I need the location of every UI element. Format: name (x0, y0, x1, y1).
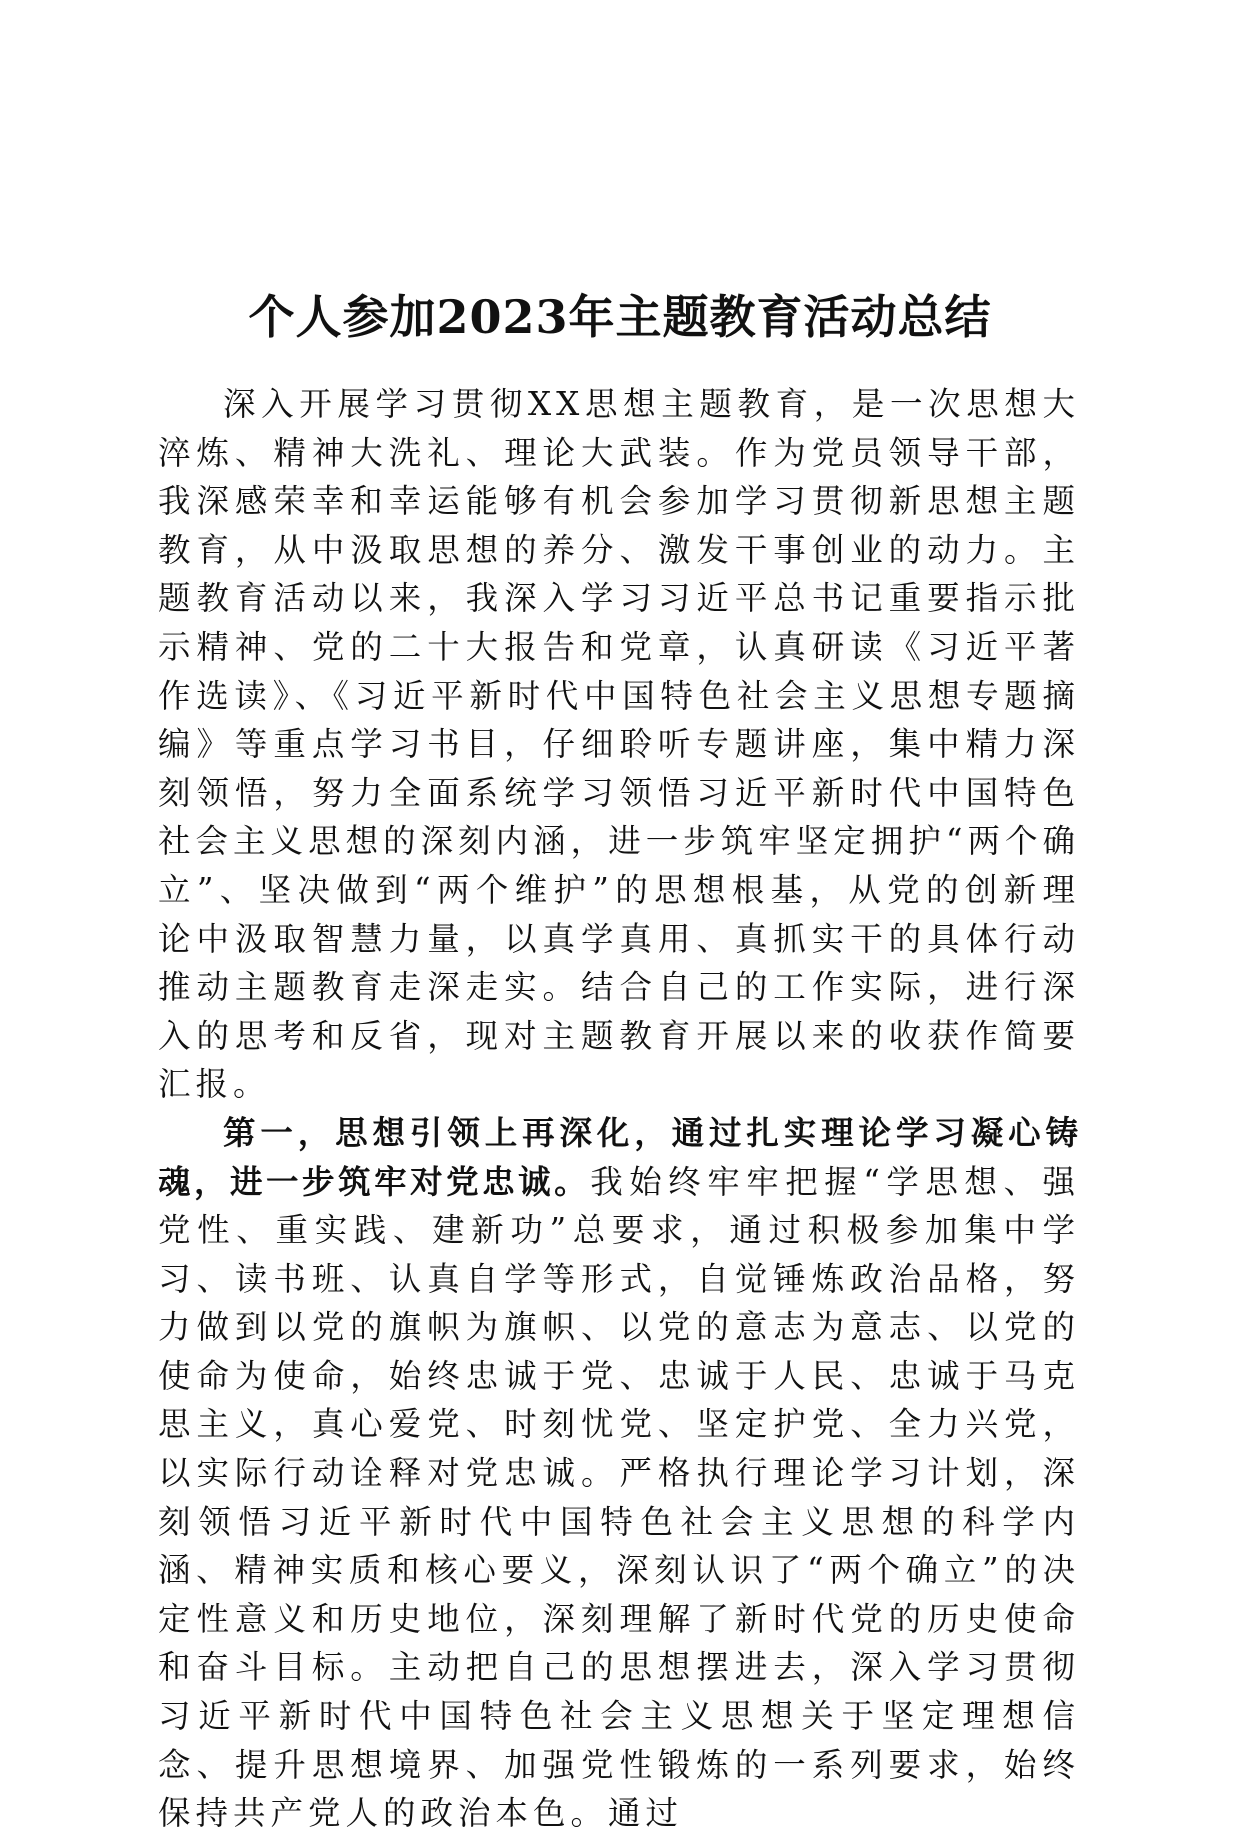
document-title: 个人参加2023年主题教育活动总结 (248, 289, 992, 344)
paragraph-lead-bold: 第一，思想引领上再深化，通过扎实理论学习凝心铸魂，进一步筑牢对党忠诚。 (158, 1112, 1080, 1201)
document-body (158, 380, 1080, 1838)
paragraph-text: 我始终牢牢把握“学思想、强党性、重实践、建新功”总要求，通过积极参加集中学习、读书班、认真自学等形式，自觉锤炼政治品格，努力做到以党的旗帜为旗帜、以党的意志为意志、以党的使命为使命，始终忠诚于党、忠诚于人民、忠诚于马克思主义，真心爱党、时刻忧党、坚定护党、全力兴党，以实际行动诠释对党忠诚。严格执行理论学习计划，深刻领悟习近平新时代中国特色社会主义思想的科学内涵、精神实质和核心要义，深刻认识了“两个确立”的决定性意义和历史地位，深刻理解了新时代党的历史使命和奋斗目标。主动把自己的思想摆进去，深入学习贯彻习近平新时代中国特色社会主义思想关于坚定理想信念、提升思想境界、加强党性锻炼的一系列要求，始终保持共产党人的政治本色。通过 (158, 1162, 1080, 1833)
paragraph-text: 深入开展学习贯彻XX思想主题教育，是一次思想大淬炼、精神大洗礼、理论大武装。作为党员领导干部，我深感荣幸和幸运能够有机会参加学习贯彻新思想主题教育，从中汲取思想的养分、激发干事创业的动力。主题教育活动以来，我深入学习习近平总书记重要指示批示精神、党的二十大报告和党章，认真研读《习近平著作选读》、《习近平新时代中国特色社会主义思想专题摘编》等重点学习书目，仔细聆听专题讲座，集中精力深刻领悟，努力全面系统学习领悟习近平新时代中国特色社会主义思想的深刻内涵，进一步筑牢坚定拥护“两个确立”、坚决做到“两个维护”的思想根基，从党的创新理论中汲取智慧力量，以真学真用、真抓实干的具体行动推动主题教育走深走实。结合自己的工作实际，进行深入的思考和反省，现对主题教育开展以来的收获作简要汇报。 (158, 385, 1080, 1104)
paragraph-intro (158, 380, 1080, 1109)
paragraph-section-one (158, 1109, 1080, 1838)
